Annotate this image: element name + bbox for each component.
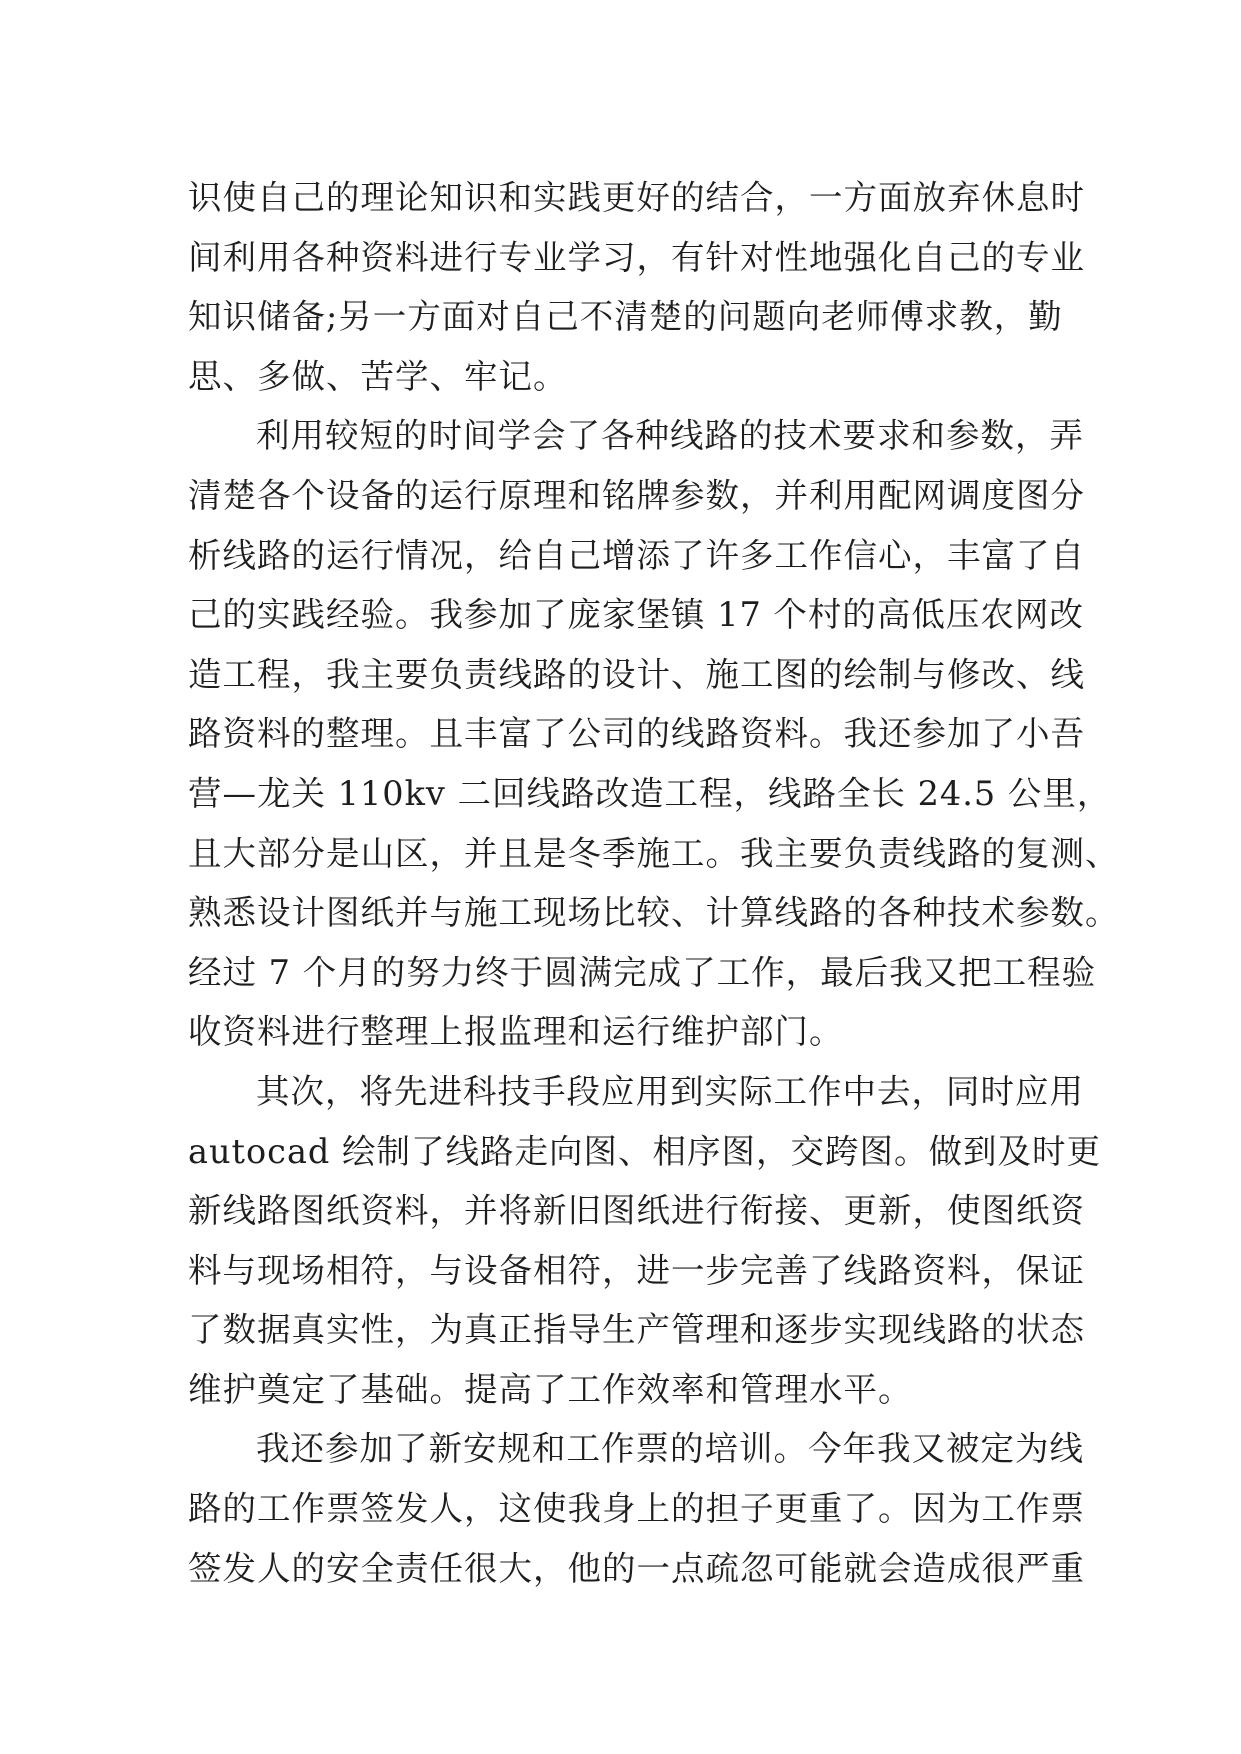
text-line: 收资料进行整理上报监理和运行维护部门。: [188, 1012, 844, 1052]
text-line: 知识储备;另一方面对自己不清楚的问题向老师傅求教，勤: [188, 297, 1063, 337]
text-line: 间利用各种资料进行专业学习，有针对性地强化自己的专业: [188, 237, 1085, 277]
text-line: 了数据真实性，为真正指导生产管理和逐步实现线路的状态: [188, 1310, 1085, 1350]
text-line: 造工程，我主要负责线路的设计、施工图的绘制与修改、线: [188, 654, 1085, 694]
text-line: 思、多做、苦学、牢记。: [188, 356, 568, 396]
body-text: [188, 168, 1120, 1598]
text-line: 营—龙关 110kv 二回线路改造工程，线路全长 24.5 公里，: [188, 773, 1112, 813]
text-line: 熟悉设计图纸并与施工现场比较、计算线路的各种技术参数。: [188, 893, 1120, 933]
text-line: 识使自己的理论知识和实践更好的结合，一方面放弃休息时: [188, 178, 1085, 217]
text-line: 路资料的整理。且丰富了公司的线路资料。我还参加了小吾: [188, 714, 1085, 754]
text-line: 维护奠定了基础。提高了工作效率和管理水平。: [188, 1369, 913, 1409]
text-line: 清楚各个设备的运行原理和铭牌参数，并利用配网调度图分: [188, 475, 1085, 515]
text-line: 经过 7 个月的努力终于圆满完成了工作，最后我又把工程验: [188, 952, 1097, 992]
text-line: 新线路图纸资料，并将新旧图纸进行衔接、更新，使图纸资: [188, 1191, 1085, 1231]
text-line: 己的实践经验。我参加了庞家堡镇 17 个村的高低压农网改: [188, 595, 1084, 635]
paragraph-first-line: 其次，将先进科技手段应用到实际工作中去，同时应用: [256, 1071, 1084, 1111]
paragraph-first-line: 利用较短的时间学会了各种线路的技术要求和参数，弄: [256, 416, 1084, 456]
text-line: 且大部分是山区，并且是冬季施工。我主要负责线路的复测、: [188, 833, 1120, 873]
text-line: 签发人的安全责任很大，他的一点疏忽可能就会造成很严重: [188, 1548, 1085, 1588]
text-line: autocad 绘制了线路走向图、相序图，交跨图。做到及时更: [188, 1131, 1102, 1171]
text-line: 路的工作票签发人，这使我身上的担子更重了。因为工作票: [188, 1489, 1085, 1529]
text-line: 料与现场相符，与设备相符，进一步完善了线路资料，保证: [188, 1250, 1085, 1290]
paragraph-first-line: 我还参加了新安规和工作票的培训。今年我又被定为线: [256, 1429, 1084, 1469]
text-line: 析线路的运行情况，给自己增添了许多工作信心，丰富了自: [188, 535, 1085, 575]
